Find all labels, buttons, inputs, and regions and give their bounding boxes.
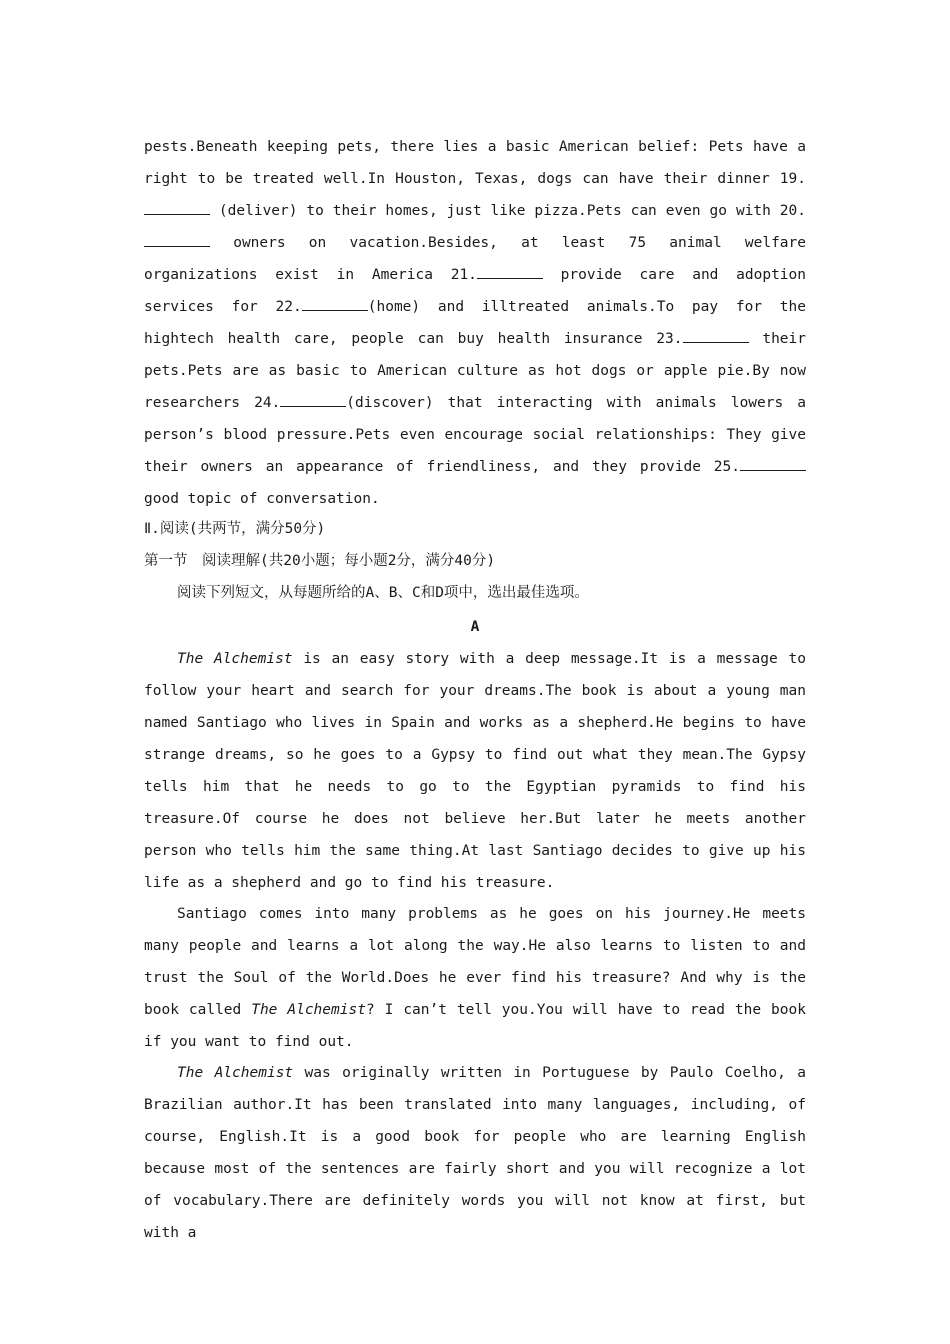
blank-number-24: 24. (254, 395, 281, 411)
section-sub-heading: 第一节 阅读理解(共20小题；每小题2分，满分40分) (144, 553, 496, 569)
answer-blank-20[interactable] (144, 232, 210, 247)
passage-label: A (470, 619, 480, 635)
cloze-text: good topic of conversation. (144, 491, 380, 507)
cloze-text: provide care and adoption services for (144, 267, 806, 315)
passage-paragraph-1 (144, 643, 806, 899)
answer-blank-19[interactable] (144, 200, 210, 215)
cloze-text: owners on vacation.Besides, at least 75 animal welfare organizations exist in America (144, 235, 806, 283)
answer-blank-25[interactable] (740, 456, 806, 471)
cloze-text: (discover) that interacting with animals lowers a person’s blood pressure.Pets even encourage social relationships: They give their owners an appearance of friendliness, and they provide (144, 395, 806, 475)
book-title: The Alchemist (251, 1002, 366, 1018)
blank-number-22: 22. (275, 299, 302, 315)
answer-blank-24[interactable] (280, 392, 346, 407)
answer-blank-22[interactable] (302, 296, 368, 311)
book-title: The Alchemist (177, 1065, 294, 1081)
passage-text: was originally written in Portuguese by Paulo Coelho, a Brazilian author.It has been translated into many languages, including, of course, English.It is a good book for people who are learning English because most of the sentences are fairly short and you will recognize a lot of vocabulary.There are definitely words you will not know at first, but with a (144, 1065, 806, 1241)
passage-text: ? I can’t tell you.You will have to read the book if you want to find out. (144, 1002, 806, 1050)
cloze-paragraph (144, 131, 806, 515)
passage-text: is an easy story with a deep message.It is a message to follow your heart and search for your dreams.The book is about a young man named Santiago who lives in Spain and works as a shepherd.He begins to have strange dreams, so he goes to a Gypsy to find out what they mean.The Gypsy tells him that he needs to go to the Egyptian pyramids to find his treasure.Of course he does not believe her.But later he meets another person who tells him the same thing.At last Santiago decides to give up his life as a shepherd and go to find his treasure. (144, 651, 806, 891)
blank-number-23: 23. (656, 331, 683, 347)
cloze-text: (home) and illtreated animals.To pay for the hightech health care, people can buy health insurance (144, 299, 806, 347)
cloze-text: pests.Beneath keeping pets, there lies a basic American belief: Pets have a right to be treated well.In Houston, Texas, dogs can have their dinner (144, 139, 806, 187)
cloze-text: their pets.Pets are as basic to American culture as hot dogs or apple pie.By now researchers (144, 331, 806, 411)
blank-number-25: 25. (713, 459, 740, 475)
blank-number-21: 21. (450, 267, 477, 283)
answer-blank-21[interactable] (477, 264, 543, 279)
book-title: The Alchemist (177, 651, 293, 667)
cloze-text: (deliver) to their homes, just like pizza.Pets can even go with (210, 203, 780, 219)
blank-number-20: 20. (779, 203, 806, 219)
blank-number-19: 19. (779, 171, 806, 187)
passage-paragraph-3 (144, 1057, 806, 1249)
passage-paragraph-2 (144, 898, 806, 1058)
answer-blank-23[interactable] (683, 328, 749, 343)
section-heading: Ⅱ.阅读(共两节，满分50分) (144, 521, 326, 537)
section-instruction: 阅读下列短文，从每题所给的A、B、C和D项中，选出最佳选项。 (177, 585, 589, 601)
passage-text: Santiago comes into many problems as he goes on his journey.He meets many people and learns a lot along the way.He also learns to listen to and trust the Soul of the World.Does he ever find his treasure? And why is the book called (144, 906, 806, 1018)
